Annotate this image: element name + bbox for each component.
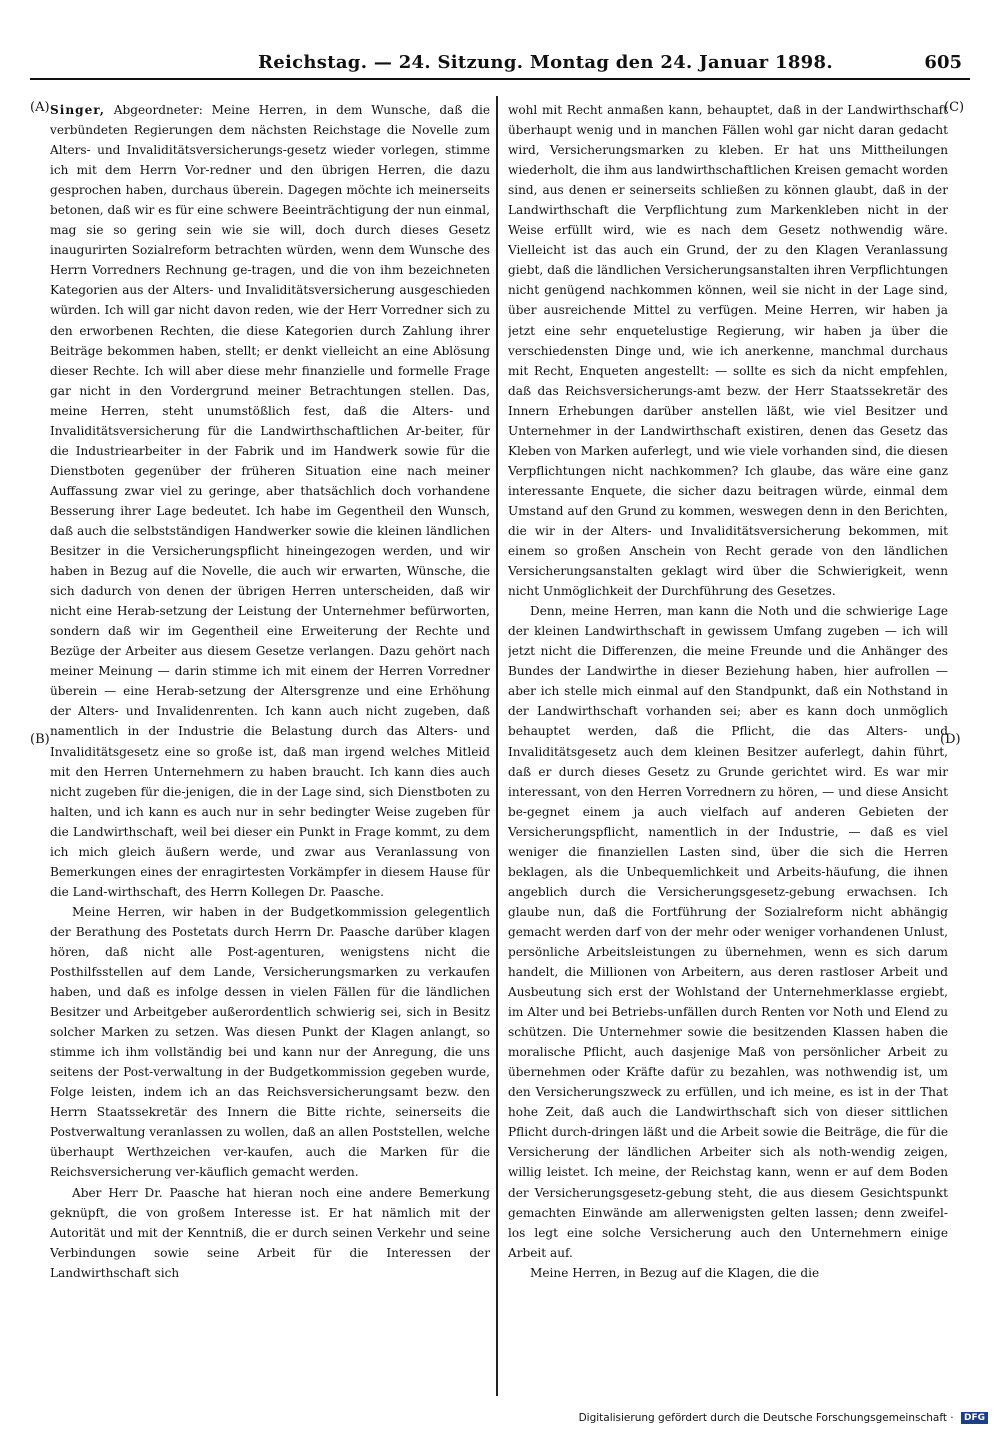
paragraph: wohl mit Recht anmaßen kann, behauptet, daß in der Landwirthschaft überhaupt wenig und in manchen Fällen wohl gar nicht daran gedacht wird, Versicherungsmarken zu kleben. Er hat uns Mittheilungen wiederholt, die ihm aus landwirthschaftlichen Kreisen gemacht worden sind, aus denen er seinerseits schließen zu können glaubt, daß in der Landwirthschaft die Verpflichtung zum Markenkleben nicht in der Weise erfüllt wird, wie es nach dem Gesetz nothwendig wäre. Vielleicht ist das auch ein Grund, der zu den Klagen Veranlassung giebt, daß die ländlichen Versicherungsanstalten ihren Verpflichtungen nicht genügend nachkommen können, weil sie nicht in der Lage sind, über ausreichende Mittel zu verfügen. Meine Herren, wir haben ja jetzt eine sehr enquetelustige Regierung, wir haben ja über die verschiedensten Dinge und, wie ich anerkenne, manchmal durchaus mit Recht, Enqueten angestellt: — sollte es sich da nicht empfehlen, daß das Reichsversicherungs-amt bezw. der Herr Staatssekretär des Innern Erhebungen darüber anstellen läßt, wie viel Besitzer und Unternehmer in der Landwirthschaft existiren, denen das Gesetz das Kleben von Marken auferlegt, und wie viele vorhanden sind, die diesen Verpflichtungen nicht nachkommen? Ich glaube, das wäre eine ganz interessante Enquete, die sicher dazu beitragen würde, einmal dem Umstand auf den Grund zu kommen, weswegen denn in den Berichten, die wir in der Alters- und Invaliditätsversicherung bekommen, mit einem so großen Anschein von Recht gerade von den ländlichen Versicherungsanstalten geklagt wird über die Schwierigkeit, wenn nicht Unmöglichkeit der Durchführung des Gesetzes. [508,103,948,599]
margin-mark-c: (C) [944,100,965,115]
paragraph: Meine Herren, in Bezug auf die Klagen, die die [530,1265,820,1280]
column-divider [496,96,498,1396]
right-text-column [508,100,948,1390]
page-number: 605 [924,52,962,73]
digitization-footer [579,1412,988,1424]
running-title: Reichstag. — 24. Sitzung. Montag den 24. Januar 1898. [258,52,833,73]
margin-mark-a: (A) [30,100,50,115]
paragraph-text: Abgeordneter: Meine Herren, in dem Wunsche, daß die verbündeten Regierungen dem nächsten Reichstage die Novelle zum Alters- und Invaliditätsversicherungs-gesetz wieder vorlegen, stimme ich mit dem Herrn Vor-redner und den übrigen Herren, die dazu gesprochen haben, durchaus überein. Dagegen möchte ich meinerseits betonen, daß wir es für eine schwere Beeinträchtigung der nun einmal, mag sie so gering sein wie sie will, doch durch dieses Gesetz inaugurirten Sozialreform betrachten würden, wenn dem Wunsche des Herrn Vorredners Rechnung ge-tragen, und die von ihm bezeichneten Kategorien aus der Alters- und Invaliditätsversicherung ausgeschieden würden. Ich will gar nicht davon reden, wie der Herr Vorredner sich zu den erworbenen Rechten, die diese Kategorien durch Zahlung ihrer Beiträge bekommen haben, stellt; er denkt vielleicht an eine Ablösung dieser Rechte. Ich will aber diese mehr finanzielle und formelle Frage gar nicht in den Vordergrund meiner Betrachtungen stellen. Das, meine Herren, steht unumstößlich fest, daß die Alters- und Invaliditätsversicherung für die Landwirthschaftlichen Ar-beiter, für die Industriearbeiter in der Fabrik und im Handwerk sowie für die Dienstboten gegenüber der früheren Situation eine nach meiner Auffassung zwar viel zu geringe, aber thatsächlich doch vorhandene Besserung ihrer Lage bedeutet. Ich habe im Gegentheil den Wunsch, daß auch die selbstständigen Handwerker sowie die kleinen ländlichen Besitzer in die Versicherungspflicht hineingezogen werden, und wir haben in Bezug auf die Novelle, die auch wir erwarten, Wünsche, die sich dadurch von denen der übrigen Herren unterscheiden, daß wir nicht eine Herab-setzung der Leistung der Unternehmer befürworten, sondern daß wir im Gegentheil eine Erweiterung der Rechte und Bezüge der Arbeiter aus diesem Gesetze verlangen. Dazu gehört nach meiner Meinung — darin stimme ich mit einem der Herren Vorredner überein — eine Herab-setzung der Altersgrenze und eine Erhöhung der Alters- und Invalidenrenten. Ich kann auch nicht zugeben, daß namentlich in der Industrie die Belastung durch das Alters- und Invaliditätsgesetz eine so große ist, daß man irgend welches Mitleid mit den Herren Unternehmern zu haben braucht. Ich kann dies auch nicht zugeben für die-jenigen, die in der Lage sind, sich Dienstboten zu halten, und ich kann es auch nur in sehr bedingter Weise zugeben für die Landwirthschaft, weil bei dieser ein Punkt in Frage kommt, zu dem ich mich gleich äußern werde, und zwar aus Veranlassung von Bemerkungen eines der enragirtesten Vorkämpfer in diesem Hause für die Land-wirthschaft, des Herrn Kollegen Dr. Paasche. [50,103,490,899]
footer-text: Digitalisierung gefördert durch die Deutsche Forschungsgemeinschaft · [578,1412,954,1424]
page-header [30,52,970,80]
paragraph [50,100,490,902]
left-text-column [50,100,490,1390]
paragraph: Aber Herr Dr. Paasche hat hieran noch eine andere Bemerkung geknüpft, die von großem Interesse ist. Er hat nämlich mit der Autorität und mit der Kenntniß, die er durch seinen Verkehr und seine Verbindungen sowie seine Arbeit für die Interessen der Landwirthschaft sich [50,1185,490,1280]
margin-mark-b: (B) [30,732,50,747]
dfg-logo-icon: DFG [961,1412,988,1424]
paragraph: Meine Herren, wir haben in der Budgetkommission gelegentlich der Berathung des Postetats durch Herrn Dr. Paasche darüber klagen hören, daß nicht alle Post-agenturen, wenigstens nicht die Posthilfsstellen auf dem Lande, Versicherungsmarken zu verkaufen haben, und daß es infolge dessen in vielen Fällen für die ländlichen Besitzer und Arbeitgeber außerordentlich schwierig sei, sich in Besitz solcher Marken zu setzen. Was diesen Punkt der Klagen anlangt, so stimme ich ihm vollständig bei und kann nur der Anregung, die uns seitens der Post-verwaltung in der Budgetkommission gegeben wurde, Folge leisten, indem ich an das Reichsversicherungsamt bezw. den Herrn Staatssekretär des Innern die Bitte richte, seinerseits die Postverwaltung veranlassen zu wollen, daß an allen Poststellen, welche überhaupt Werthzeichen ver-kaufen, auch die Marken für die Reichsversicherung ver-käuflich gemacht werden. [50,904,490,1180]
speaker-name: Singer, [50,103,105,117]
margin-mark-d: (D) [940,732,961,747]
paragraph: Denn, meine Herren, man kann die Noth und die schwierige Lage der kleinen Landwirthschaft in gewissem Umfang zugeben — ich will jetzt nicht die Differenzen, die meine Freunde und die Anhänger des Bundes der Landwirthe in dieser Beziehung haben, hier aufrollen — aber ich stelle mich einmal auf den Standpunkt, daß ein Nothstand in der Landwirthschaft vorhanden sei; aber es kann doch unmöglich behauptet werden, daß die Pflicht, die das Alters- und Invaliditätsgesetz auch dem kleinen Besitzer auferlegt, dahin führt, daß er durch dieses Gesetz zu Grunde gerichtet wird. Es war mir interessant, von den Herren Vorrednern zu hören, — und diese Ansicht be-gegnet einem ja auch vielfach auf anderen Gebieten der Versicherungspflicht, namentlich in der Industrie, — daß es viel weniger die finanziellen Lasten sind, über die sich die Herren beklagen, als die Unbequemlichkeit und Arbeits-häufung, die ihnen angeblich durch die Versicherungsgesetz-gebung erwachsen. Ich glaube nun, daß die Fortführung der Sozialreform nicht abhängig gemacht werden darf von der mehr oder weniger vorhandenen Unlust, persönliche Arbeitsleistungen zu übernehmen, wenn es sich darum handelt, die Millionen von Arbeitern, aus deren rastloser Arbeit und Ausbeutung sich erst der Wohlstand der Unternehmerklasse ergiebt, im Alter und bei Betriebs-unfällen durch Renten vor Noth und Elend zu schützen. Die Unternehmer sowie die besitzenden Klassen haben die moralische Pflicht, auch dasjenige Maß von persönlicher Arbeit zu übernehmen oder Kräfte dafür zu bezahlen, was nothwendig ist, um den Versicherungszweck zu erfüllen, und ich meine, es ist in der That hohe Zeit, daß auch die Landwirthschaft sich von dieser sittlichen Pflicht durch-dringen läßt und die Arbeit sowie die Beiträge, die für die Versicherung der ländlichen Arbeiter sich als noth-wendig zeigen, willig leistet. Ich meine, der Reichstag kann, wenn er auf dem Boden der Versicherungsgesetz-gebung steht, die aus diesem Gesichtspunkt gemachten Einwände am allerwenigsten gelten lassen; denn zweifel-los legt eine solche Versicherung auch den Unternehmern einige Arbeit auf. [508,604,948,1260]
